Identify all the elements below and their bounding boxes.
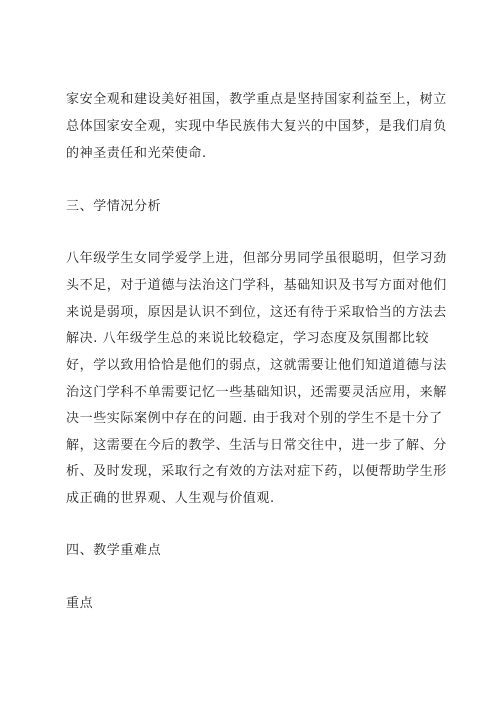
analysis-line-8: 解，这需要在今后的教学、生活与日常交往中，进一步了解、分 [66, 438, 447, 453]
intro-line-2: 总体国家安全观，实现中华民族伟大复兴的中国梦，是我们肩负 [66, 119, 447, 134]
analysis-line-2: 头不足，对于道德与法治这门学科，基础知识及书写方面对他们 [66, 278, 447, 293]
analysis-line-4: 解决. 八年级学生总的来说比较稳定，学习态度及氛围都比较 [66, 331, 430, 346]
section-3-heading: 三、学情况分析 [66, 199, 162, 214]
analysis-line-5: 好，学以致用恰恰是他们的弱点，这就需要让他们知道道德与法 [66, 358, 447, 373]
section-4-heading: 四、教学重难点 [66, 543, 162, 558]
intro-line-3: 的神圣责任和光荣使命. [66, 146, 207, 161]
key-points-subheading: 重点 [66, 596, 94, 611]
analysis-line-9: 析、及时发现，采取行之有效的方法对症下药，以便帮助学生形 [66, 464, 447, 479]
intro-line-1: 家安全观和建设美好祖国，教学重点是坚持国家利益至上，树立 [66, 92, 447, 107]
analysis-line-10: 成正确的世界观、人生观与价值观. [66, 491, 275, 506]
analysis-line-7: 决一些实际案例中存在的问题. 由于我对个别的学生不是十分了 [66, 411, 443, 426]
analysis-line-1: 八年级学生女同学爱学上进，但部分男同学虽很聪明，但学习劲 [66, 251, 447, 266]
analysis-line-3: 来说是弱项，原因是认识不到位，这还有待于采取恰当的方法去 [66, 305, 447, 320]
analysis-line-6: 治这门学科不单需要记忆一些基础知识，还需要灵活应用，来解 [66, 385, 447, 400]
